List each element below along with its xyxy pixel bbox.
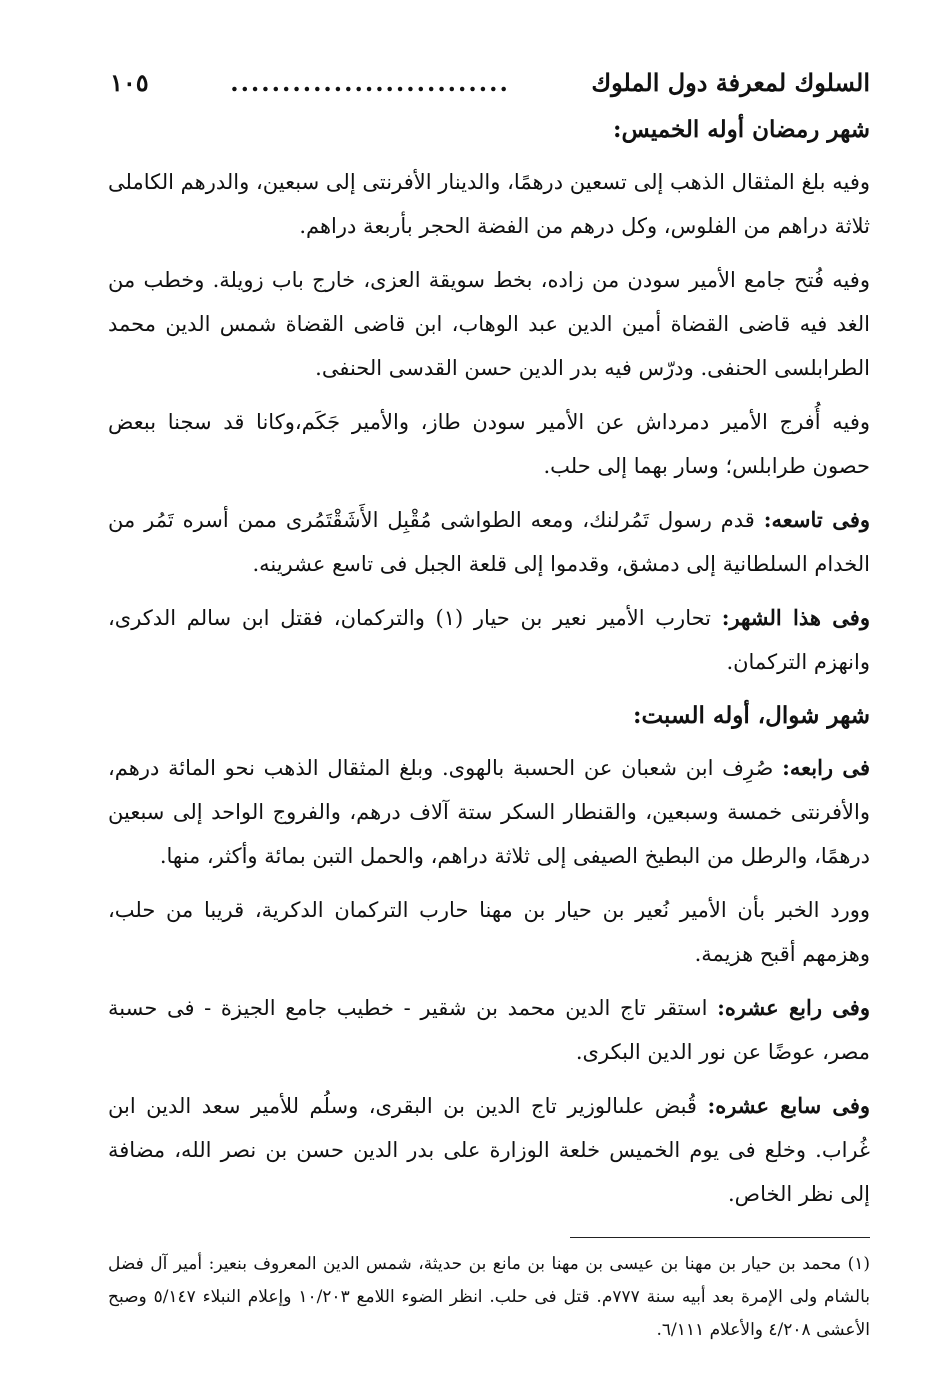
section-heading-ramadan: شهر رمضان أوله الخميس: xyxy=(613,116,870,143)
paragraph xyxy=(108,160,870,248)
paragraph-lead: وفى رابع عشره: xyxy=(717,995,870,1020)
book-title: السلوك لمعرفة دول الملوك xyxy=(591,67,870,97)
paragraph-text: وورد الخبر بأن الأمير نُعير بن حيار بن مهنا حارب التركمان الدكرية، قريبا من حلب، وهزمهم أقبح هزيمة. xyxy=(108,898,870,966)
leader-dots: ........................... xyxy=(230,67,510,97)
paragraph xyxy=(108,986,870,1074)
paragraph-text: قُبض علىالوزير تاج الدين بن البقرى، وسلُم للأمير سعد الدين ابن غُراب. وخلع فى يوم الخميس خلعة الوزارة على بدر الدين حسن بن نصر الله، مضافة إلى نظر الخاص. xyxy=(108,1094,870,1206)
paragraph-text: صُرِف ابن شعبان عن الحسبة بالهوى. وبلغ المثقال الذهب نحو المائة درهم، والأفرنتى خمسة وسبعين، والقنطار السكر ستة آلاف درهم، والفروج الواحد إلى سبعين درهمًا، والرطل من البطيخ الصيفى إلى ثلاثة دراهم، والحمل التبن بمائة وأكثر، منها. xyxy=(108,756,870,868)
paragraph-lead: فى رابعه: xyxy=(782,755,870,780)
paragraph xyxy=(108,888,870,976)
paragraph-text: استقر تاج الدين محمد بن شقير - خطيب جامع الجيزة - فى حسبة مصر، عوضًا عن نور الدين البكرى. xyxy=(108,996,870,1064)
paragraph-lead: وفى تاسعه: xyxy=(763,507,870,532)
paragraph-text: قدم رسول تَمُرلنك، ومعه الطواشى مُقْبِل الأَشَقْتَمُرى ممن أسره تَمُر من الخدام السلطانية إلى دمشق، وقدموا إلى قلعة الجبل فى تاسع عشرينه. xyxy=(108,508,870,576)
section-heading-shawwal: شهر شوال، أوله السبت: xyxy=(632,702,870,729)
paragraph-text: وفيه أُفرج الأمير دمرداش عن الأمير سودن طاز، والأمير جَكَم،وكانا قد سجنا ببعض حصون طرابلس؛ وسار بهما إلى حلب. xyxy=(108,410,870,478)
paragraph-lead: وفى سابع عشره: xyxy=(707,1093,870,1118)
paragraph xyxy=(108,258,870,390)
footnote-divider xyxy=(570,1237,870,1238)
page-body xyxy=(108,108,870,1226)
paragraph xyxy=(108,400,870,488)
footnote: (١) محمد بن حيار بن مهنا بن عيسى بن مهنا بن مانع بن حديثة، شمس الدين المعروف بنعير: أمير آل فضل بالشام ولى الإمرة بعد أبيه سنة ٧٧٧م. قتل فى حلب. انظر الضوء اللامع ١٠/٢٠٣ وإعلام النبلاء ٥/١٤٧ وصبح الأعشى ٤/٢٠٨ والأعلام ٦/١١١. xyxy=(108,1254,870,1340)
page-number: ١٠٥ xyxy=(110,67,149,97)
paragraph-text: تحارب الأمير نعير بن حيار (١) والتركمان، فقتل ابن سالم الدكرى، وانهزم التركمان. xyxy=(108,606,870,674)
paragraph-lead: وفى هذا الشهر: xyxy=(721,605,870,630)
paragraph xyxy=(108,1084,870,1216)
paragraph xyxy=(108,746,870,878)
paragraph xyxy=(108,596,870,684)
running-header xyxy=(110,62,870,102)
paragraph-text: وفيه بلغ المثقال الذهب إلى تسعين درهمًا، والدينار الأفرنتى إلى سبعين، والدرهم الكاملى ثلاثة دراهم من الفلوس، وكل درهم من الفضة الحجر بأربعة دراهم. xyxy=(108,170,870,238)
paragraph xyxy=(108,498,870,586)
paragraph-text: وفيه فُتح جامع الأمير سودن من زاده، بخط سويقة العزى، خارج باب زويلة. وخطب من الغد فيه قاضى القضاة أمين الدين عبد الوهاب، ابن قاضى القضاة شمس الدين محمد الطرابلسى الحنفى. ودرّس فيه بدر الدين حسن القدسى الحنفى. xyxy=(108,268,870,380)
